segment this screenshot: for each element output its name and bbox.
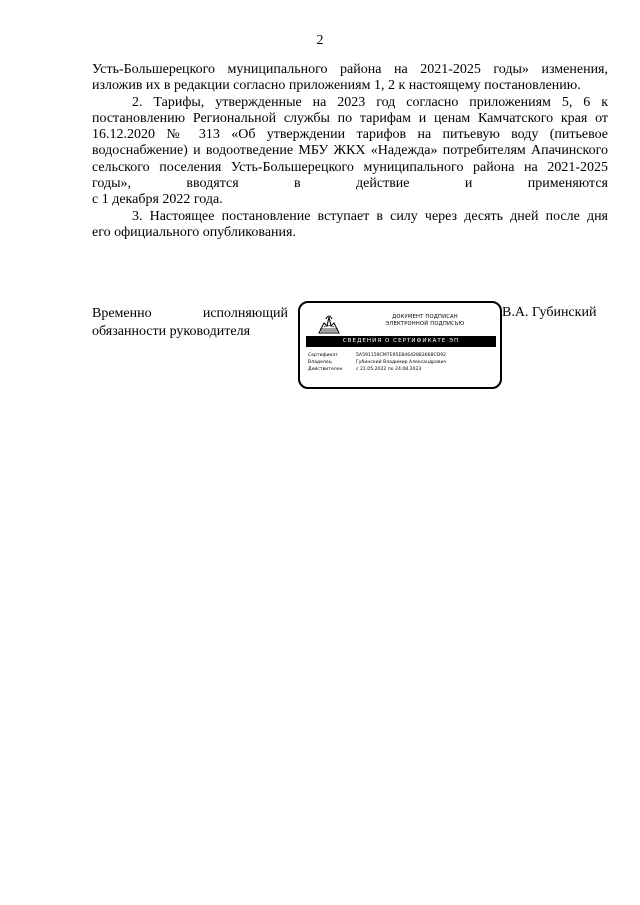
stamp-row-validity xyxy=(308,366,498,373)
signatory-title-line-2: обязанности руководителя xyxy=(92,324,251,339)
signatory-title-word-1: Временно xyxy=(92,306,152,321)
stamp-row-key: Владелец xyxy=(308,360,332,366)
stamp-row-value: с 21.05.2022 по 24.08.2023 xyxy=(356,367,422,373)
stamp-header-line-1: ДОКУМЕНТ ПОДПИСАН xyxy=(392,314,458,320)
paragraph-1-line-2: изложив их в редакции согласно приложениям 1, 2 к настоящему постановлению. xyxy=(92,78,581,94)
paragraph-2-last-line: с 1 декабря 2022 года. xyxy=(92,192,223,208)
signatory-title-word-2: исполняющий xyxy=(202,306,288,321)
stamp-row-owner xyxy=(308,359,498,366)
stamp-row-certificate xyxy=(308,352,498,359)
document-body xyxy=(92,62,608,241)
stamp-certificate-bar: СВЕДЕНИЯ О СЕРТИФИКАТЕ ЭП xyxy=(306,336,496,347)
stamp-details xyxy=(308,352,498,374)
signatory-name: В.А. Губинский xyxy=(502,305,597,320)
paragraph-3: 3. Настоящее постановление вступает в силу через десять дней после дня xyxy=(132,208,608,224)
stamp-header xyxy=(350,314,500,328)
stamp-row-key: Действителен xyxy=(308,367,343,373)
signatory-title-line-1 xyxy=(92,305,288,323)
paragraph-1-line-1: Усть-Большерецкого муниципального района на 2021-2025 годы» изменения, xyxy=(92,62,608,77)
page-number: 2 xyxy=(316,33,324,48)
stamp-row-key: Сертификат xyxy=(308,353,338,358)
signatory-title xyxy=(92,305,288,341)
paragraph-3-last-line: его официального опубликования. xyxy=(92,224,296,240)
stamp-header-line-2: ЭЛЕКТРОННОЙ ПОДПИСЬЮ xyxy=(385,321,465,327)
stamp-row-value: Губинский Владимир Александрович xyxy=(356,360,447,366)
kamchatka-coat-of-arms-icon xyxy=(316,311,342,337)
paragraph-2: 2. Тарифы, утвержденные на 2023 год согласно приложениям 5, 6 к постановлению Региональной службы по тарифам и ценам Камчатского края от 16.12.2020 № 313 «Об утверждении тарифов на питьевую воду (питьевое водоснабжение) и водоотведение МБУ ЖКХ «Надежда» потребителям Апачинского сельского поселения Усть-Большерецкого муниципального района на 2021-2025 годы», вводятся в действие и применяются xyxy=(92,94,608,192)
stamp-row-value: 5A591159CM7E95E84642883668CD92 xyxy=(356,353,447,358)
electronic-signature-stamp xyxy=(298,301,502,389)
